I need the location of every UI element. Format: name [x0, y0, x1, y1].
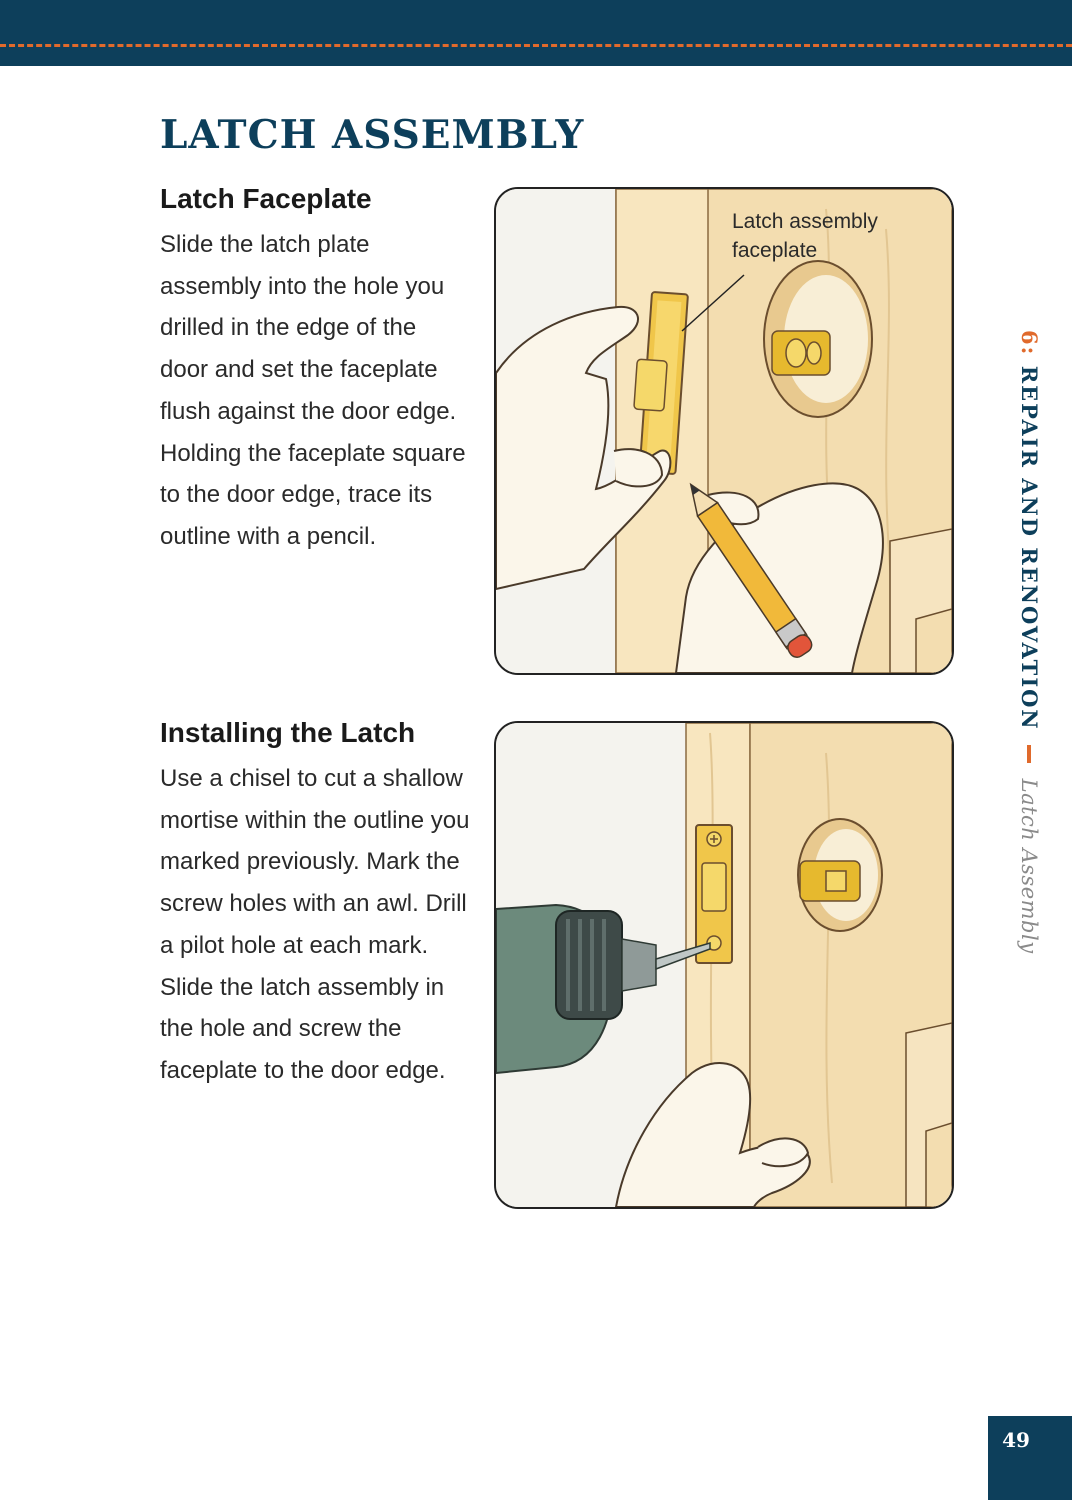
chapter-label: [1017, 330, 1042, 731]
header-stitch-line: [0, 44, 1072, 47]
section-tab-label: Latch Assembly: [1017, 778, 1042, 954]
page-number-box: [988, 1416, 1072, 1500]
side-chapter-tab: [996, 330, 1046, 970]
callout-latch-faceplate: Latch assembly faceplate: [732, 210, 878, 262]
section-heading-installing-latch: Installing the Latch: [160, 717, 416, 748]
section-body-installing-latch: Use a chisel to cut a shallow mortise within the outline you marked previously. Mark the screw holes with an awl. Drill a pilot hole at each mark. Slide the latch assembly in the hole and screw the faceplate to the door edge.: [160, 765, 470, 1084]
illustration-installing-latch: [494, 721, 954, 1209]
page-number: 49: [1002, 1428, 1030, 1452]
chapter-number: 6:: [1017, 330, 1042, 357]
illustration-latch-faceplate: [494, 187, 954, 675]
chapter-title: REPAIR AND RENOVATION: [1017, 365, 1042, 731]
page-title: LATCH ASSEMBLY: [160, 112, 585, 158]
section-heading-latch-faceplate: Latch Faceplate: [160, 183, 372, 214]
installing-latch-drawing: [496, 723, 952, 1207]
header-bar: [0, 0, 1072, 66]
section-body-latch-faceplate: Slide the latch plate assembly into the hole you drilled in the edge of the door and set the faceplate flush against the door edge. Holding the faceplate square to the door edge, trace its outline with a pencil.: [160, 231, 466, 550]
side-tab-divider: [1028, 745, 1032, 763]
